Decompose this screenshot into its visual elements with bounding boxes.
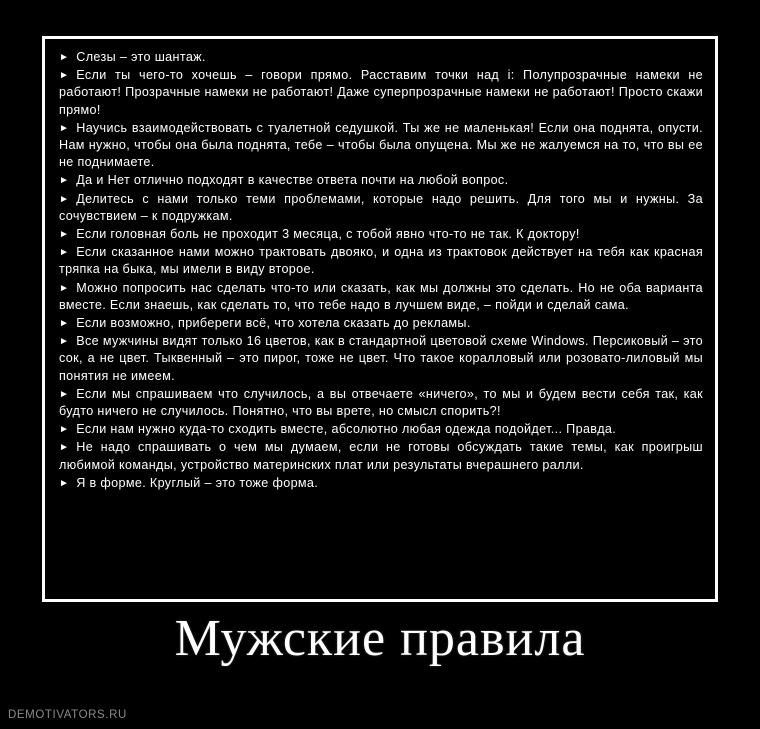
poster-frame: [42, 36, 718, 602]
bullet-icon: ►: [59, 388, 70, 400]
bullet-icon: ►: [59, 122, 70, 134]
rule-item: [59, 475, 703, 492]
bullet-icon: ►: [59, 442, 70, 454]
bullet-icon: ►: [59, 247, 70, 259]
bullet-icon: ►: [59, 477, 70, 489]
bullet-icon: ►: [59, 336, 70, 348]
rule-item: [59, 421, 703, 438]
rule-item: [59, 226, 703, 243]
bullet-icon: ►: [59, 229, 70, 241]
rule-item: [59, 172, 703, 189]
rule-text: Научись взаимодействовать с туалетной седушкой. Ты же не маленькая! Если она поднята, опусти. Нам нужно, чтобы она была поднята, тебе – чтобы была опущена. Мы же не жалуемся на то, что вы ее не поднимаете.: [59, 120, 703, 170]
rule-text: Если мы спрашиваем что случилось, а вы отвечаете «ничего», то мы и будем вести себя так, как будто ничего не случилось. Понятно, что вы врете, но смысл спорить?!: [59, 386, 703, 419]
bullet-icon: ►: [59, 70, 70, 82]
bullet-icon: ►: [59, 282, 70, 294]
rule-item: [59, 49, 703, 66]
bullet-icon: ►: [59, 175, 70, 187]
rule-text: Можно попросить нас сделать что-то или сказать, как мы должны это сделать. Но не оба варианта вместе. Если знаешь, как сделать то, что тебе надо в лучшем виде, – пойди и сделай сама.: [59, 280, 703, 312]
rule-item: [59, 333, 703, 385]
rule-text: Если головная боль не проходит 3 месяца, с тобой явно что-то не так. К доктору!: [76, 227, 580, 242]
rule-text: Если сказанное нами можно трактовать двояко, и одна из трактовок действует на тебя как красная тряпка на быка, мы имели в виду второе.: [59, 245, 703, 277]
rule-text: Если нам нужно куда-то сходить вместе, абсолютно любая одежда подойдет... Правда.: [76, 422, 617, 437]
bullet-icon: ►: [59, 52, 70, 63]
rule-item: [59, 280, 703, 314]
rule-text: Слезы – это шантаж.: [76, 50, 206, 64]
rule-text: Да и Нет отлично подходят в качестве ответа почти на любой вопрос.: [76, 173, 509, 188]
rule-item: [59, 386, 703, 420]
bullet-icon: ►: [59, 193, 70, 205]
rule-item: [59, 120, 703, 172]
rule-item: [59, 315, 703, 332]
rule-text: Не надо спрашивать о чем мы думаем, если не готовы обсуждать такие темы, как проигрыш любимой команды, устройство материнских плат или результаты вчерашнего ралли.: [59, 440, 703, 472]
bullet-icon: ►: [59, 424, 70, 436]
rule-text: Если ты чего-то хочешь – говори прямо. Расставим точки над i: Полупрозрачные намеки не работают! Прозрачные намеки не работают! Даже суперпрозрачные намеки не работают! Просто скажи прямо!: [59, 68, 703, 117]
rule-text: Делитесь с нами только теми проблемами, которые надо решить. Для того мы и нужны. За сочувствием – к подружкам.: [59, 191, 703, 223]
watermark: DEMOTIVATORS.RU: [8, 709, 127, 721]
rule-item: [59, 439, 703, 473]
rule-item: [59, 67, 703, 119]
rule-text: Все мужчины видят только 16 цветов, как в стандартной цветовой схеме Windows. Персиковый – это сок, а не цвет. Тыквенный – это пирог, тоже не цвет. Что такое коралловый или розовато-лиловый мы понятия не имеем.: [59, 334, 703, 383]
poster-title: Мужские правила: [174, 610, 586, 667]
rule-item: [59, 244, 703, 278]
rule-text: Если возможно, прибереги всё, что хотела сказать до рекламы.: [76, 316, 471, 331]
rule-text: Я в форме. Круглый – это тоже форма.: [76, 475, 319, 490]
rule-item: [59, 191, 703, 225]
bullet-icon: ►: [59, 318, 70, 330]
rules-list: [59, 49, 703, 593]
